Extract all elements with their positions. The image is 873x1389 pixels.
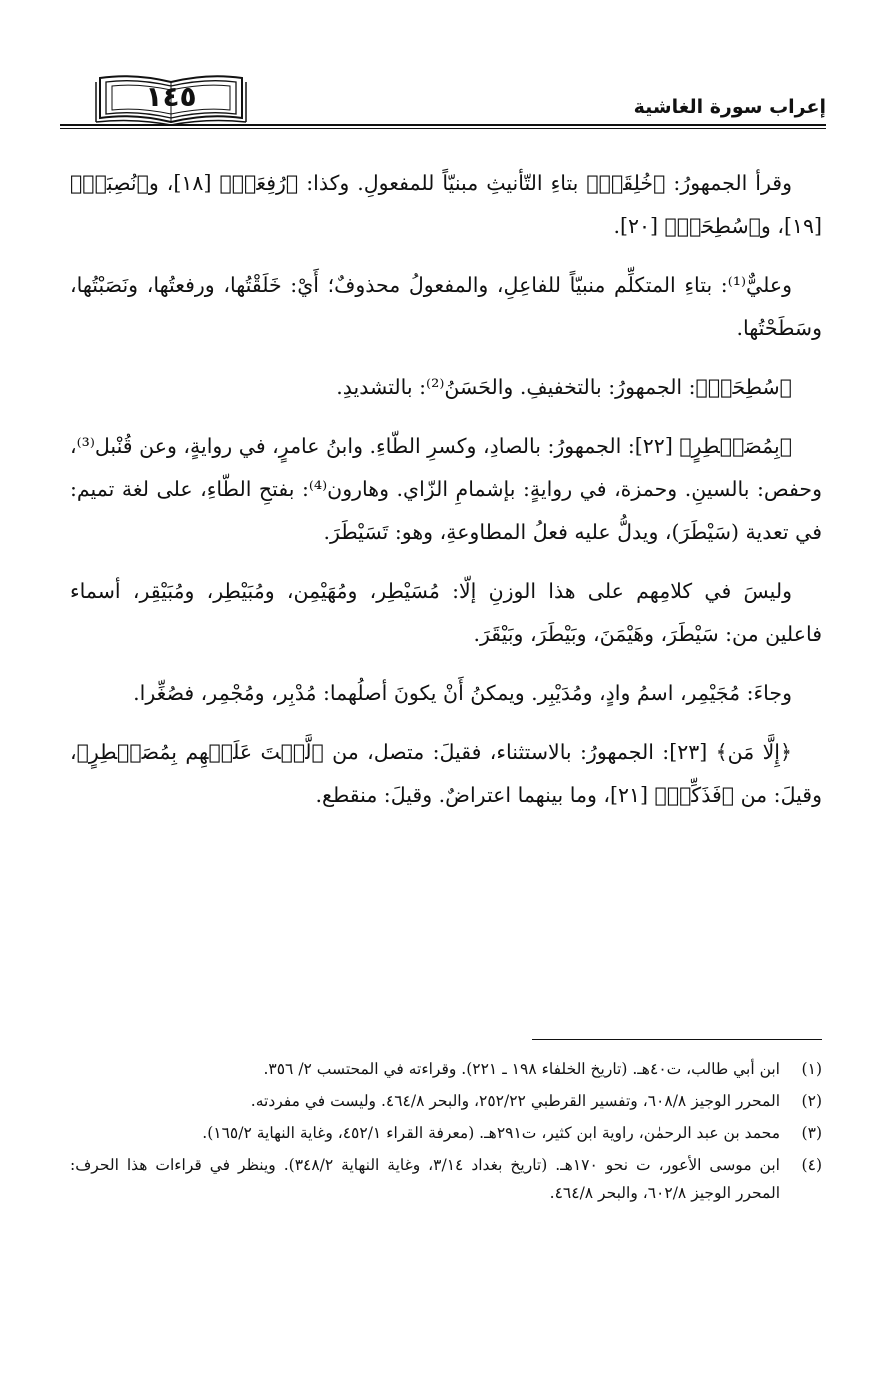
paragraph-1: وقرأ الجمهورُ: ﴿خُلِقَتۡ﴾ بتاءِ التّأنيثِ مبنيّاً للمفعولِ. وكذا: ﴿رُفِعَتۡ﴾ [١٨]، و﴿نُصِبَتۡ﴾ [١٩]، و﴿سُطِحَتۡ﴾ [٢٠]. [70,171,822,238]
paragraph-5: وليسَ في كلامِهم على هذا الوزنِ إلّا: مُسَيْطِر، ومُهَيْمِن، ومُبَيْطِر، ومُبَيْقِر، أسماء فاعلين من: سَيْطَرَ، وهَيْمَنَ، وبَيْطَرَ، وبَيْقَرَ. [70,579,822,646]
page-header [60,72,826,128]
header-rule-thin [60,128,826,129]
paragraph-6: وجاءَ: مُجَيْمِر، اسمُ وادٍ، ومُدَيْبِر. ويمكنُ أَنْ يكونَ أصلُهما: مُدْبِر، ومُجْمِر، فصُغِّرا. [133,681,792,705]
open-book-icon [94,72,248,126]
main-text [70,162,822,823]
running-header-title: إعراب سورة الغاشية [633,96,826,118]
paragraph-7: ﴿إِلَّا مَن﴾ [٢٣]: الجمهورُ: بالاستثناء، فقيلَ: متصل، من ﴿لَّسۡتَ عَلَيۡهِم بِمُصَيۡطِرٍ﴾، وقيلَ: من ﴿فَذَكِّرۡ﴾ [٢١]، وما بينهما اعتراضٌ. وقيلَ: منقطع. [70,740,822,807]
footnote-text: ابن أبي طالب، ت٤٠هـ. (تاريخ الخلفاء ١٩٨ ـ ٢٢١). وقراءته في المحتسب ٢/ ٣٥٦. [263,1060,780,1078]
footnote-number: (٤) [801,1156,822,1174]
footnote-separator [532,1039,822,1040]
footnote-4 [70,1151,822,1207]
paragraph-2: وعليٌّ⁽¹⁾: بتاءِ المتكلِّم منبيّاً للفاعِلِ، والمفعولُ محذوفٌ؛ أَيْ: خَلَقْتُها، ورفعتُها، ونَصَبْتُها، وسَطَحْتُها. [70,273,822,340]
footnote-text: محمد بن عبد الرحمٰن، راوية ابن كثير، ت٢٩١هـ. (معرفة القراء ٤٥٢/١، وغاية النهاية ١٦٥/٢). [202,1124,780,1142]
footnote-3 [70,1119,822,1147]
footnote-2 [70,1087,822,1115]
footnotes [70,1055,822,1211]
paragraph-3: ﴿سُطِحَتۡ﴾: الجمهورُ: بالتخفيفِ. والحَسَنُ⁽²⁾: بالتشديدِ. [336,375,792,399]
page-number: ١٤٥ [145,80,197,113]
footnote-text: المحرر الوجيز ٦٠٨/٨، وتفسير القرطبي ٢٥٢/٢٢، والبحر ٤٦٤/٨. وليست في مفردته. [250,1092,780,1110]
footnote-text: ابن موسى الأعور، ت نحو ١٧٠هـ. (تاريخ بغداد ٣/١٤، وغاية النهاية ٣٤٨/٢). وينظر في قراءات هذا الحرف: المحرر الوجيز ٦٠٢/٨، والبحر ٤٦٤/٨. [70,1156,780,1202]
paragraph-4: ﴿بِمُصَيۡطِرٍ﴾ [٢٢]: الجمهورُ: بالصادِ، وكسرِ الطّاءِ. وابنُ عامرٍ، في روايةٍ، وعن قُنْبل⁽³⁾، وحفص: بالسينِ. وحمزة، في روايةٍ: بإشمامِ الزّاي. وهارون⁽⁴⁾: بفتحِ الطّاءِ، على لغة تميم: في تعدية (سَيْطَرَ)، ويدلُّ عليه فعلُ المطاوعةِ، وهو: تَسَيْطَرَ. [70,434,822,544]
footnote-1 [70,1055,822,1083]
footnote-number: (١) [801,1060,822,1078]
footnote-number: (٢) [801,1092,822,1110]
header-rule [60,124,826,126]
footnote-number: (٣) [801,1124,822,1142]
